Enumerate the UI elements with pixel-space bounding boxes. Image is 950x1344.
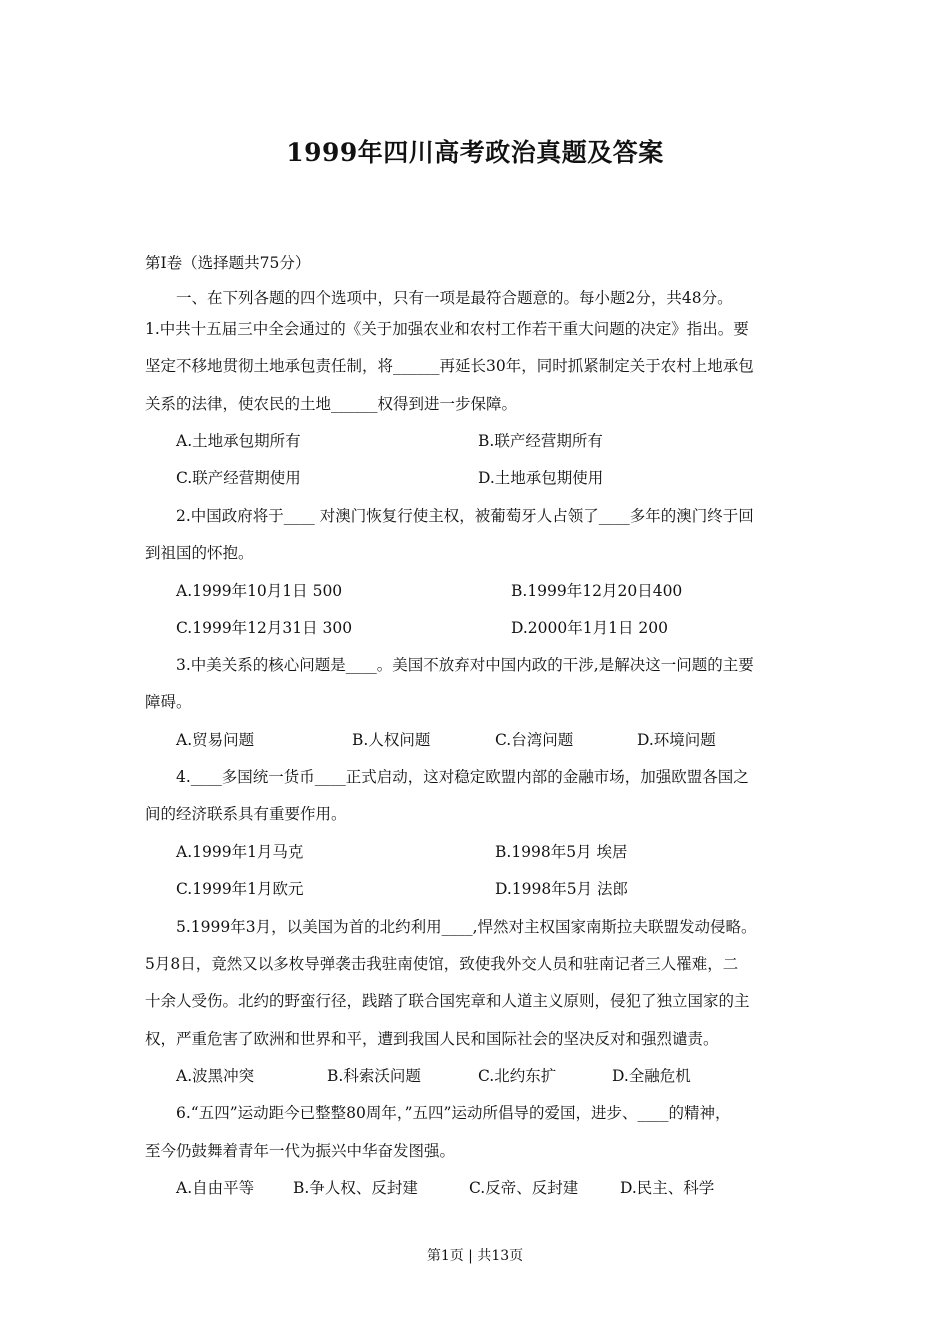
question-6-line-1: 6.“五四”运动距今已整整80周年，”五四”运动所倡导的爱国，进步、____的精神， (176, 1104, 731, 1122)
question-1-line-1: 1.中共十五届三中全会通过的《关于加强农业和农村工作若干重大问题的决定》指出。要 (145, 320, 749, 338)
question-3-option-d: D.环境问题 (637, 731, 716, 749)
section-header: 第Ⅰ卷（选择题共75分） (145, 254, 311, 272)
question-1-option-a: A.土地承包期所有 (176, 432, 301, 450)
question-2-option-b: B.1999年12月20日400 (511, 582, 683, 600)
question-6-option-c: C.反帝、反封建 (469, 1179, 579, 1197)
question-1-option-d: D.土地承包期使用 (478, 469, 604, 487)
question-1-line-2: 坚定不移地贯彻土地承包责任制，将______再延长30年，同时抓紧制定关于农村上地承包 (145, 357, 754, 375)
question-6-line-2: 至今仍鼓舞着青年一代为振兴中华奋发图强。 (145, 1142, 456, 1160)
question-2-line-2: 到祖国的怀抱。 (145, 544, 254, 562)
question-4-option-b: B.1998年5月 埃居 (495, 843, 628, 861)
question-2-option-d: D.2000年1月1日 200 (511, 619, 668, 637)
question-5-option-c: C.北约东扩 (478, 1067, 557, 1085)
question-4-option-a: A.1999年1月马克 (176, 843, 304, 861)
document-title: 1999年四川高考政治真题及答案 (286, 138, 664, 167)
question-2-option-c: C.1999年12月31日 300 (176, 619, 353, 637)
question-5-option-a: A.波黑冲突 (176, 1067, 255, 1085)
question-3-line-2: 障碍。 (145, 693, 192, 711)
question-4-option-d: D.1998年5月 法郎 (495, 880, 629, 898)
question-5-line-3: 十余人受伤。北约的野蛮行径，践踏了联合国宪章和人道主义原则，侵犯了独立国家的主 (145, 992, 750, 1010)
question-5-option-d: D.全融危机 (612, 1067, 691, 1085)
question-5-line-2: 5月8日，竟然又以多枚导弹袭击我驻南使馆，致使我外交人员和驻南记者三人罹难，二 (145, 955, 739, 973)
question-1-option-b: B.联产经营期所有 (478, 432, 603, 450)
question-6-option-b: B.争人权、反封建 (293, 1179, 418, 1197)
question-1-option-c: C.联产经营期使用 (176, 469, 301, 487)
question-6-option-a: A.自由平等 (176, 1179, 255, 1197)
instruction-text: 一、在下列各题的四个选项中，只有一项是最符合题意的。每小题2分，共48分。 (176, 289, 733, 307)
question-6-option-d: D.民主、科学 (620, 1179, 715, 1197)
question-4-line-1: 4.____多国统一货币____正式启动，这对稳定欧盟内部的金融市场，加强欧盟各国之 (176, 768, 749, 786)
question-2-option-a: A.1999年10月1日 500 (176, 582, 343, 600)
question-5-line-1: 5.1999年3月，以美国为首的北约利用____,悍然对主权国家南斯拉夫联盟发动侵略。 (176, 918, 757, 936)
question-1-line-3: 关系的法律，使农民的土地______权得到进一步保障。 (145, 395, 518, 413)
question-5-line-4: 权，严重危害了欧洲和世界和平，遭到我国人民和国际社会的坚决反对和强烈谴责。 (145, 1030, 719, 1048)
question-2-line-1: 2.中国政府将于____ 对澳门恢复行使主权，被葡萄牙人占领了____多年的澳门终于回 (176, 507, 754, 525)
question-3-option-c: C.台湾问题 (495, 731, 574, 749)
question-3-option-b: B.人权问题 (352, 731, 431, 749)
page-footer: 第1页 | 共13页 (426, 1248, 524, 1264)
question-4-option-c: C.1999年1月欧元 (176, 880, 304, 898)
question-3-option-a: A.贸易问题 (176, 731, 255, 749)
question-5-option-b: B.科索沃问题 (327, 1067, 421, 1085)
question-4-line-2: 间的经济联系具有重要作用。 (145, 805, 347, 823)
question-3-line-1: 3.中美关系的核心问题是____。美国不放弃对中国内政的干涉,是解决这一问题的主要 (176, 656, 754, 674)
